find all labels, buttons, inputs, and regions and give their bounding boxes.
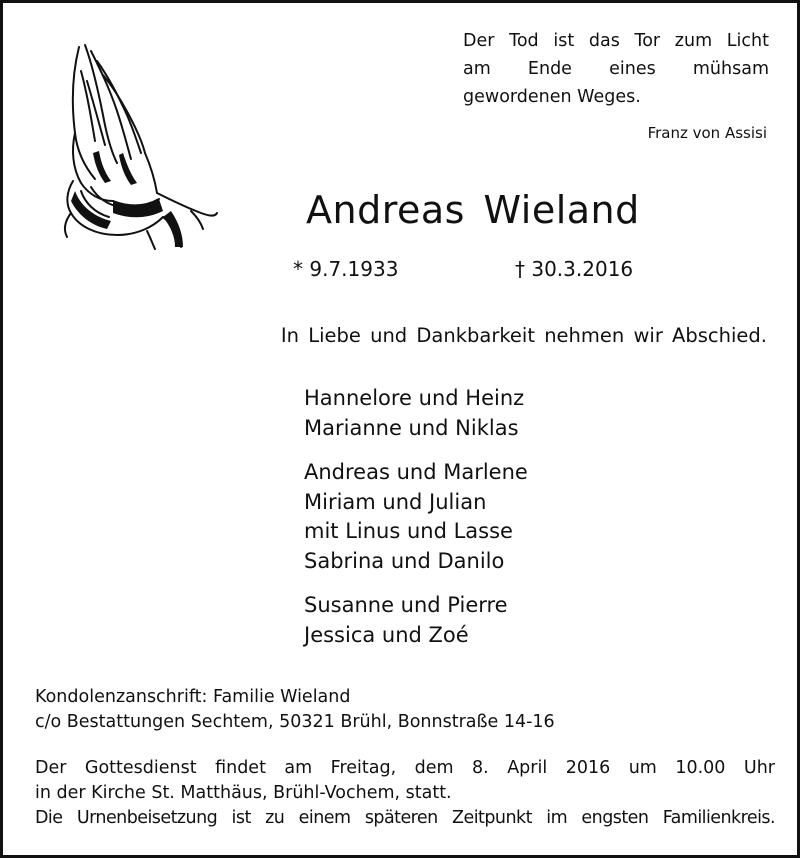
farewell-text: In Liebe und Dankbarkeit nehmen wir Abschied. <box>280 324 767 347</box>
mourner-line: Susanne und Pierre <box>304 593 508 617</box>
mourner-line: mit Linus und Lasse <box>304 519 513 543</box>
service-line: in der Kirche St. Matthäus, Brühl-Vochem, statt. <box>35 783 452 803</box>
quote-block <box>463 27 769 111</box>
mourner-line: Miriam und Julian <box>304 489 487 514</box>
deceased-name: Andreas Wieland <box>306 188 640 232</box>
mourner-line: Jessica und Zoé <box>304 622 469 647</box>
condolence-address <box>35 685 775 735</box>
condolence-line: Kondolenzanschrift: Familie Wieland <box>35 687 351 707</box>
quote-line: gewordenen Weges. <box>463 87 641 107</box>
mourner-line: Sabrina und Danilo <box>304 548 505 573</box>
birth-date: * 9.7.1933 <box>293 257 399 281</box>
service-line: Die Urnenbeisetzung ist zu einem späteren Zeitpunkt im engsten Familienkreis. <box>35 808 775 828</box>
service-line: Der Gottesdienst findet am Freitag, dem 8. April 2016 um 10.00 Uhr <box>35 758 775 778</box>
mourner-group <box>304 384 528 443</box>
service-info <box>35 756 775 831</box>
mourners-list <box>304 384 528 665</box>
quote-line: Der Tod ist das Tor zum Licht <box>463 31 769 51</box>
mourner-group <box>304 591 528 650</box>
death-date: † 30.3.2016 <box>515 257 634 281</box>
mourner-group <box>304 458 528 576</box>
mourner-line: Hannelore und Heinz <box>304 386 525 410</box>
quote-author: Franz von Assisi <box>647 124 767 142</box>
quote-line: am Ende eines mühsam <box>463 59 769 79</box>
praying-hands-icon <box>51 41 219 251</box>
mourner-line: Andreas und Marlene <box>304 460 528 484</box>
condolence-line: c/o Bestattungen Sechtem, 50321 Brühl, Bonnstraße 14-16 <box>35 712 555 732</box>
mourner-line: Marianne und Niklas <box>304 415 519 440</box>
